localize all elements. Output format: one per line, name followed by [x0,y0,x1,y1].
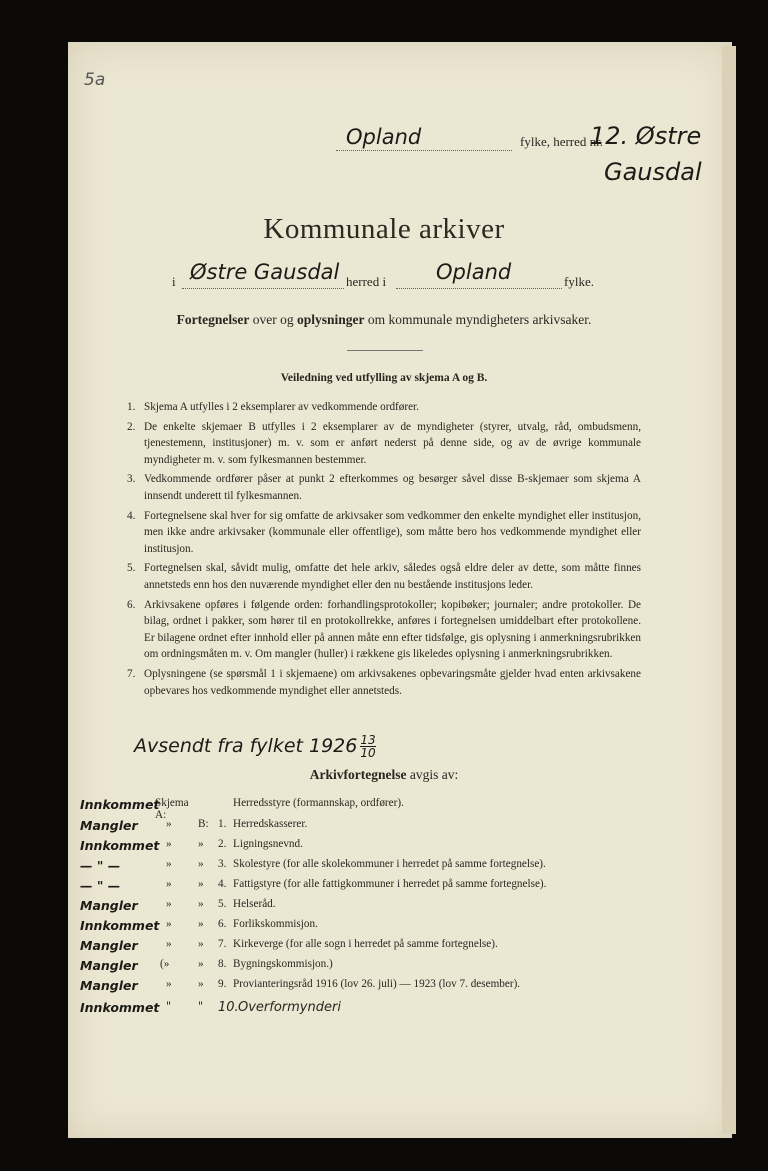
instruction-item: 5. Fortegnelsen skal, såvidt mulig, omfatte det hele arkiv, således også eldre deler av dette, som måtte finnes annetsteds enn hos den nuværende myndighet eller den nu bestående institusjons leder. [127,562,641,591]
page-edge [722,46,736,1134]
county-label: fylke, herred nr. [520,134,604,149]
instruction-item: 3. Vedkommende ordfører påser at punkt 2 efterkommes og besørger såvel disse B-skjemaer som skjema A innsendt underett til fylkesmannen. [127,473,641,502]
sent-note-handwritten: Avsendt fra fylket 1926 $\frac{13}{10}$ [134,733,376,760]
herred-name-handwritten: Gausdal [604,158,702,186]
herred-dotted-line [182,288,344,289]
herred-name-handwritten-2: Østre Gausdal [190,260,340,284]
instruction-item: 1. Skjema A utfylles i 2 eksemplarer av vedkommende ordfører. [127,401,419,413]
instructions-list [127,399,641,699]
herred-label: herred i [346,274,387,289]
instruction-item: 2. De enkelte skjemaer B utfylles i 2 eksemplarer av de myndigheter (styrer, utvalg, råd, ombudsmenn, tjenestemenn, institusjoner) m. v. som er anført nederst på denne side, og av de øvrige kommunale myndigheter m. v. som fylkesmannen bestemmer. [127,420,641,466]
county-dotted-line [336,150,512,151]
county-handwritten: Opland [346,125,422,149]
herred-number-handwritten: 12. Østre [590,122,702,150]
fylke-handwritten: Opland [436,260,512,284]
fylke-dotted-line [396,288,562,289]
subtitle-text-2: om kommunale myndigheters arkivsaker. [364,312,592,327]
subtitle-bold-2: oplysninger [297,312,365,327]
instruction-item: 7. Oplysningene (se spørsmål 1 i skjemaene) om arkivsakenes opbevaringsmåte gjelder hvad enten arkivsakene opbevares hos vedkommende myndighet eller annetsteds. [127,667,641,697]
page-mark: 5a [84,70,106,90]
subtitle [0,312,768,328]
line-i-prefix: i [172,274,176,289]
subtitle-bold-1: Fortegnelser [176,312,250,327]
arkiv-heading: Arkivfortegnelse avgis av: [309,767,459,782]
subtitle-text-1: over og [249,312,297,327]
instruction-item: 6. Arkivsakene opføres i følgende orden: forhandlingsprotokoller; kopibøker; journaler; andre protokoller. De bilag, ordnet i pakker, som hører til en protokollrekke, anføres i fortegnelsen umiddelbart efter protokollene. Er bilagene ordnet efter innhold eller på annen måte enn efter tidsfølge, gis oplysning i anmerkningsrubrikken om ordningsmåten m. v. Om mangler (huller) i rækkene gis likeledes oplysning i anmerkningsrubrikken. [127,598,641,661]
instructions-heading: Veiledning ved utfylling av skjema A og B. [280,372,488,384]
divider [347,350,423,351]
instruction-item: 4. Fortegnelsene skal hver for sig omfatte de arkivsaker som vedkommer den enkelte myndighet eller institusjon, men ikke andre arkivsaker (kommunale eller offentlige), som måtte bero hos vedkommende myndighet eller institusjon. [127,509,641,555]
page-title: Kommunale arkiver [263,213,505,245]
fylke-label: fylke. [564,274,594,289]
